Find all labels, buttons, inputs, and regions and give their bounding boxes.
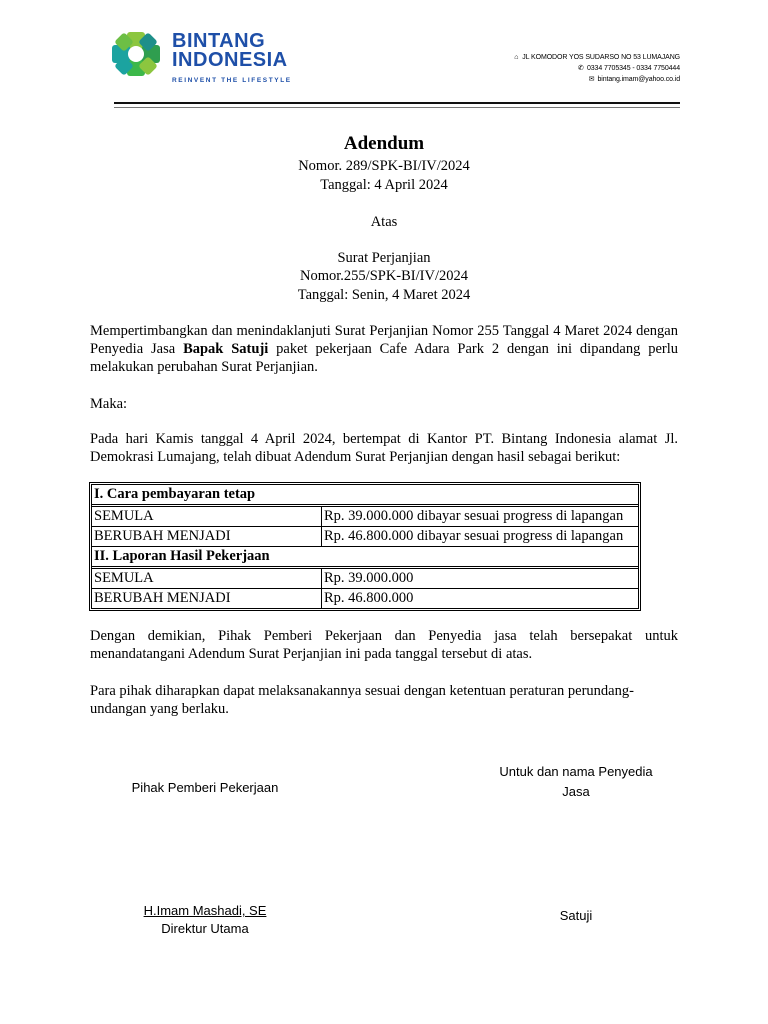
paragraph-agreement: Pada hari Kamis tanggal 4 April 2024, bertempat di Kantor PT. Bintang Indonesia alamat Jl. Demokrasi Lumajang, telah dibuat Adendum Surat Perjanjian dengan hasil sebagai berikut: [90,431,678,465]
contact-block [512,52,680,85]
atas-label: Atas [370,214,398,230]
address-line [512,52,680,63]
logo-mark-icon [110,30,162,78]
maka-label: Maka: [90,396,128,412]
document-title: Adendum [343,133,425,154]
mail-icon: ✉ [588,76,595,83]
address-text: JL KOMODOR YOS SUDARSO NO 53 LUMAJANG [522,54,680,61]
letterhead-divider-thick [114,102,680,104]
signature-right-role-line2: Jasa [562,784,590,799]
section-heading-report: II. Laporan Hasil Pekerjaan [92,547,638,569]
signature-left-block [105,902,305,938]
paragraph-compliance: Para pihak diharapkan dapat melaksanakannya sesuai dengan ketentuan peraturan perundang-undangan yang berlaku. [90,683,634,717]
table-row [92,507,638,527]
reference-number: Nomor.255/SPK-BI/IV/2024 [300,268,468,284]
table-section-row [92,485,638,507]
phone-icon: ✆ [578,65,584,72]
row-label: SEMULA [92,507,322,527]
brand-tagline: REINVENT THE LIFESTYLE [172,77,292,84]
email-line [512,74,680,85]
amendment-table [89,482,641,611]
paragraph-conclusion: Dengan demikian, Pihak Pemberi Pekerjaan dan Penyedia jasa telah bersepakat untuk menandatangani Adendum Surat Perjanjian ini pada tanggal tersebut di atas. [90,628,678,662]
phone-line [512,63,680,74]
brand-name [172,32,292,90]
signature-left-name: H.Imam Mashadi, SE [143,903,267,918]
table-row [92,569,638,589]
row-value: Rp. 39.000.000 dibayar sesuai progress di lapangan [322,507,638,527]
table-section-row [92,547,638,569]
paragraph-consideration [90,322,678,376]
document-date: Tanggal: 4 April 2024 [320,177,448,193]
brand-line-2: INDONESIA [172,49,288,71]
row-value: Rp. 46.800.000 dibayar sesuai progress di lapangan [322,527,638,547]
row-label: SEMULA [92,569,322,589]
row-label: BERUBAH MENJADI [92,589,322,608]
phone-text: 0334 7705345 - 0334 7750444 [586,65,680,72]
reference-date: Tanggal: Senin, 4 Maret 2024 [297,287,471,303]
table-row [92,527,638,547]
brand-line-1: BINTANG [172,30,266,52]
email-text: bintang.imam@yahoo.co.id [597,76,680,83]
row-value: Rp. 46.800.000 [324,590,414,606]
signature-right-name: Satuji [559,908,593,923]
paragraph-consideration-part1: Mempertimbangkan dan menindaklanjuti Surat Perjanjian Nomor 255 Tanggal 4 Maret 2024 dengan Penyedia Jasa [90,323,678,357]
row-label: BERUBAH MENJADI [92,527,322,547]
provider-name: Bapak Satuji [183,341,269,357]
letterhead-divider-thin [114,107,680,108]
row-value: Rp. 39.000.000 [322,569,638,589]
signature-right-role [476,762,676,802]
section-heading-payment: I. Cara pembayaran tetap [92,485,638,507]
paragraph-consideration-part2: paket pekerjaan Cafe Adara Park 2 dengan ini dipandang perlu melakukan perubahan Surat Perjanjian. [90,341,678,375]
table-row [92,589,638,608]
signature-left-title: Direktur Utama [161,921,249,936]
signature-left-role: Pihak Pemberi Pekerjaan [131,780,279,795]
document-number: Nomor. 289/SPK-BI/IV/2024 [298,158,470,174]
signature-right-role-line1: Untuk dan nama Penyedia [499,764,653,779]
home-icon: ⌂ [514,54,519,61]
reference-title: Surat Perjanjian [337,250,431,266]
